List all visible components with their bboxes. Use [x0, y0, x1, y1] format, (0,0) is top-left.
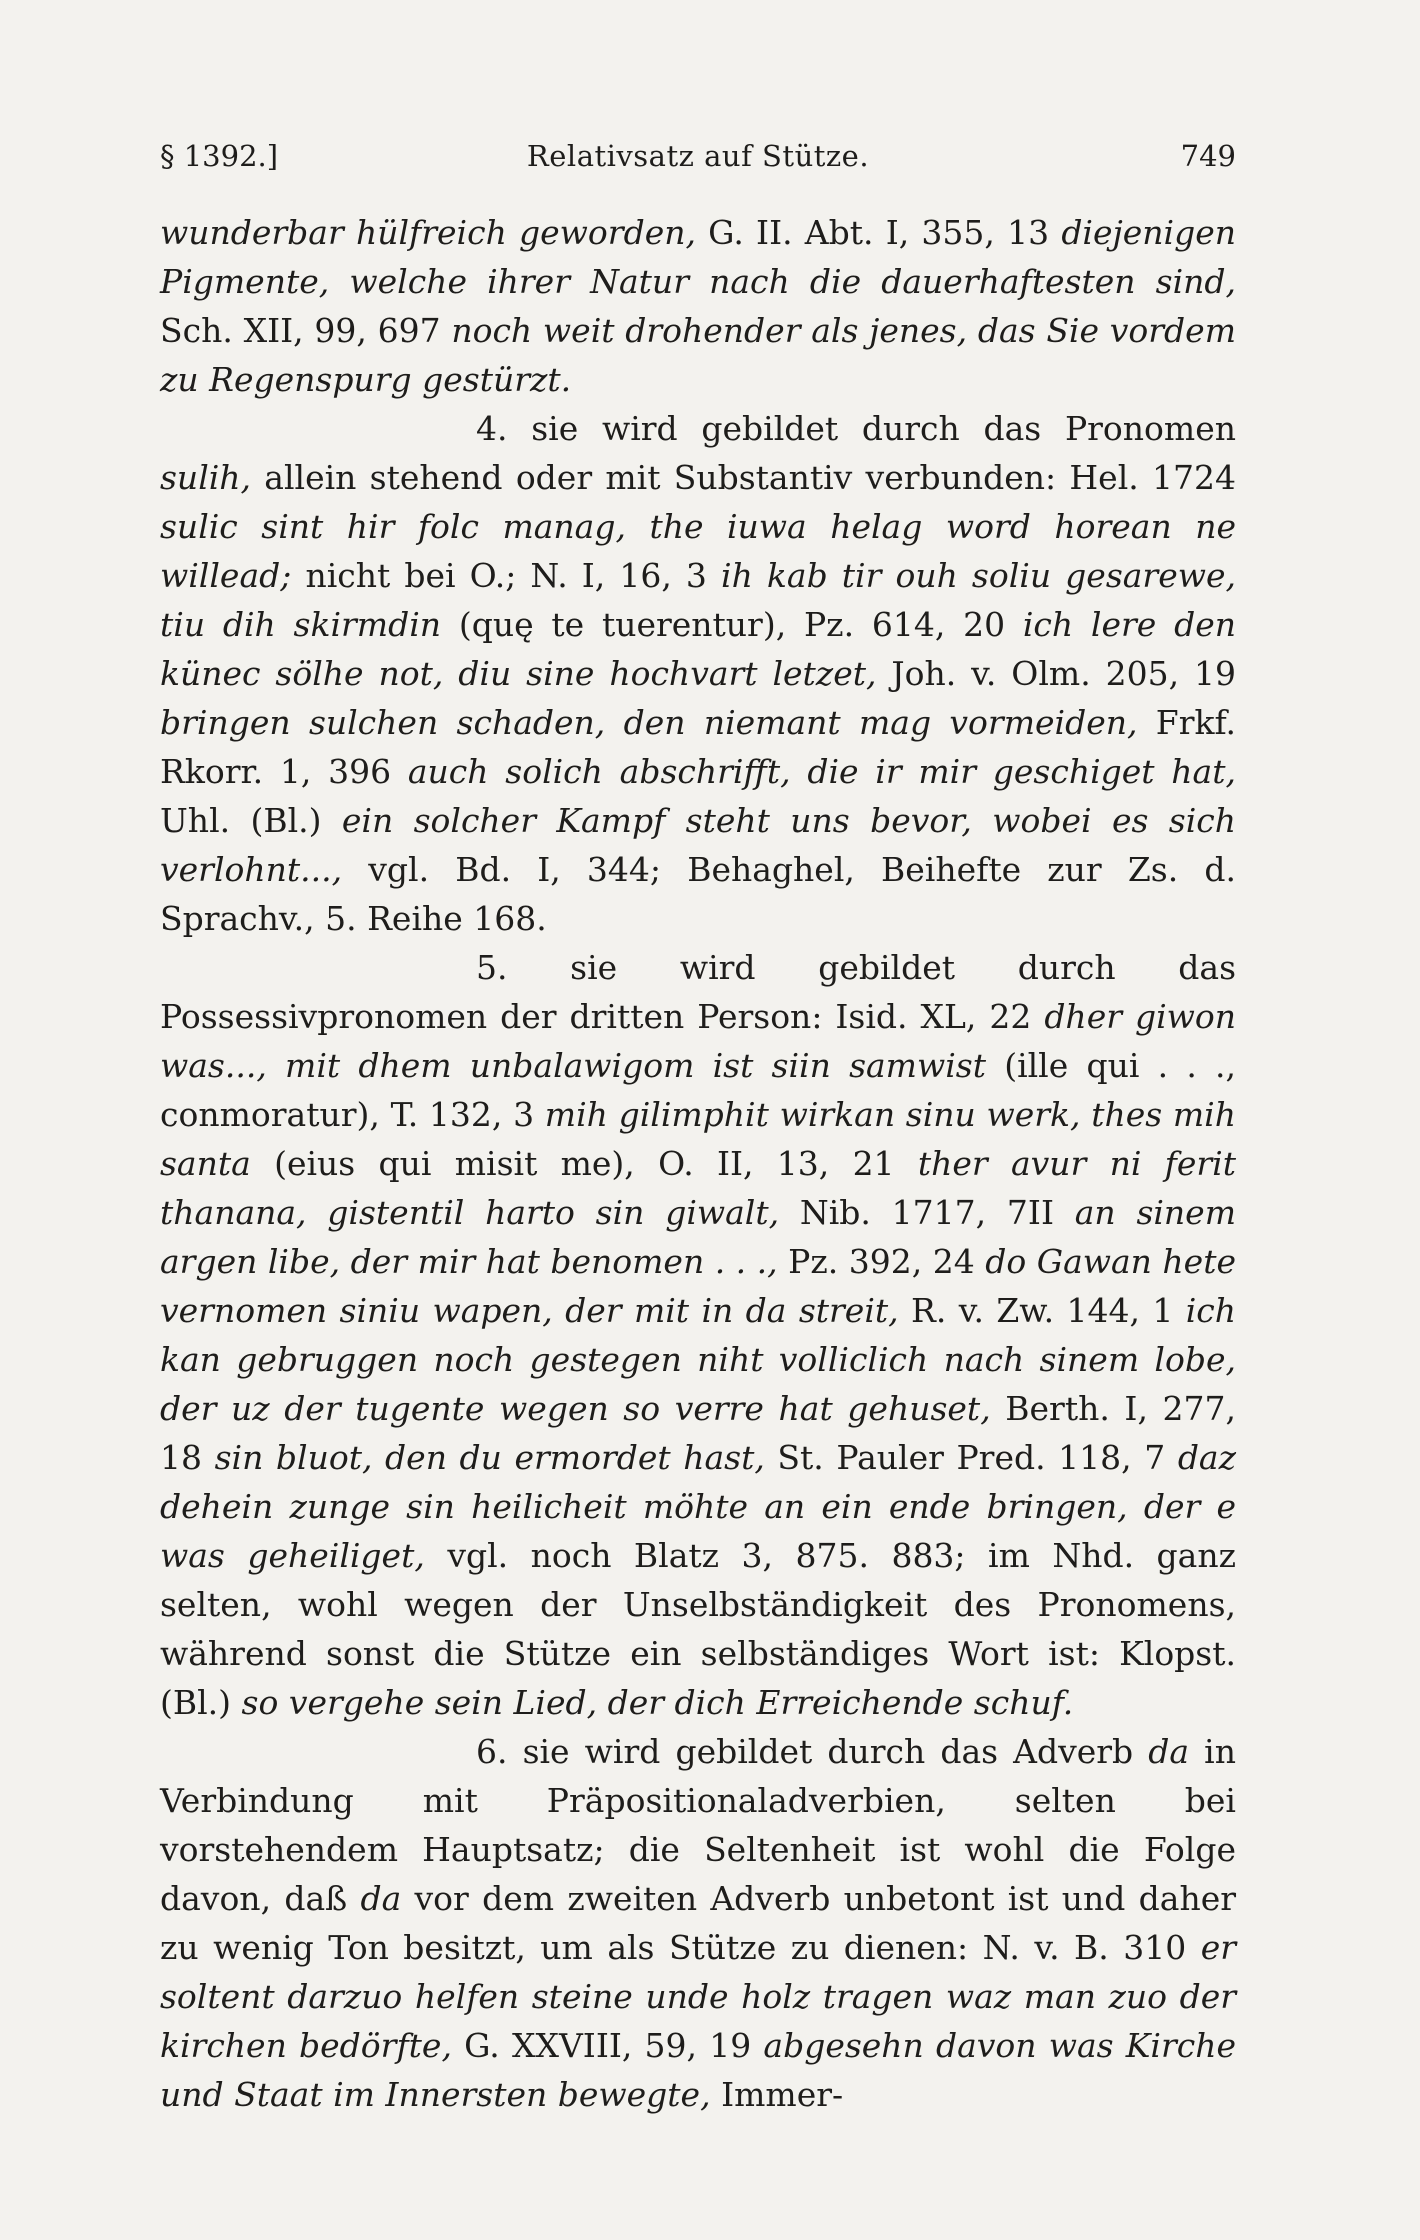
- quotation-text: auch solich abschrifft, die ir mir geschiget hat,: [407, 752, 1236, 791]
- body-text-span: vor dem zweiten Adverb unbetont ist und daher zu wenig Ton besitzt, um als Stütze zu dienen: N. v. B. 310: [160, 1879, 1237, 1967]
- body-text-span: 4. sie wird gebildet durch das Pronomen: [476, 409, 1236, 448]
- quotation-text: abgesehn davon was Kirche und Staat im Innersten bewegte,: [160, 2026, 1237, 2114]
- quotation-text: so vergehe sein Lied, der dich Erreichende schuf.: [241, 1683, 1074, 1722]
- body-text-span: (quę te tuerentur), Pz. 614, 20: [441, 605, 1023, 644]
- body-text-span: 5. sie wird gebildet durch das Possessivpronomen der dritten Person: Isid. XL, 22: [160, 948, 1236, 1036]
- quotation-text: bringen sulchen schaden, den niemant mag vormeiden,: [160, 703, 1138, 742]
- body-text-span: nicht bei O.; N. I, 16, 3: [291, 556, 722, 595]
- body-text-span: Immer-: [710, 2075, 844, 2114]
- quotation-text: dher giwon was..., mit dhem unbalawigom ist siin samwist: [160, 997, 1237, 1085]
- running-header: [160, 132, 1236, 180]
- quotation-text: sin bluot, den du ermordet hast,: [214, 1438, 765, 1477]
- quotation-text: mih gilimphit wirkan sinu werk, thes mih santa: [160, 1095, 1236, 1183]
- quotation-text: da: [360, 1879, 402, 1918]
- body-text-span: Uhl. (Bl.): [160, 801, 342, 840]
- body-text-span: G. XXVIII, 59, 19: [451, 2026, 764, 2065]
- paragraph: [160, 208, 1236, 404]
- body-text: [160, 208, 1236, 2119]
- quotation-text: daz dehein zunge sin heilicheit möhte an ein ende bringen, der e was geheiliget,: [160, 1438, 1236, 1575]
- body-text-span: (eius qui misit me), O. II, 13, 21: [250, 1144, 918, 1183]
- body-text-span: 6. sie wird gebildet durch das Adverb: [476, 1732, 1149, 1771]
- quotation-text: wunderbar hülfreich geworden,: [160, 213, 696, 252]
- quotation-text: do Gawan hete vernomen siniu wapen, der mit in da streit,: [160, 1242, 1236, 1330]
- quotation-text: ein solcher Kampf steht uns bevor, wobei es sich verlohnt...,: [160, 801, 1236, 889]
- paragraph: [160, 1727, 1236, 2119]
- body-text-span: Pz. 392, 24: [777, 1242, 986, 1281]
- body-text-span: Berth. I, 277, 18: [160, 1389, 1236, 1477]
- body-text-span: Frkf. Rkorr. 1, 396: [160, 703, 1236, 791]
- paragraph: [160, 404, 1236, 943]
- quotation-text: an sinem argen libe, der mir hat benomen . . .,: [160, 1193, 1237, 1281]
- quotation-text: sulih,: [160, 458, 252, 497]
- paragraph: [160, 943, 1236, 1727]
- quotation-text: noch weit drohender als jenes, das Sie vordem zu Regenspurg gestürzt.: [160, 311, 1236, 399]
- body-text-span: R. v. Zw. 144, 1: [898, 1291, 1186, 1330]
- quotation-text: ich kan gebruggen noch gestegen niht volliclich nach sinem lobe, der uz der tugente wegen so verre hat gehuset,: [160, 1291, 1237, 1428]
- body-text-span: allein stehend oder mit Substantiv verbunden: Hel. 1724: [251, 458, 1236, 497]
- body-text-span: G. II. Abt. I, 355, 13: [695, 213, 1062, 252]
- quotation-text: da: [1148, 1732, 1190, 1771]
- body-text-span: vgl. Bd. I, 344; Behaghel, Beihefte zur Zs. d. Sprachv., 5. Reihe 168.: [160, 850, 1236, 938]
- body-text-span: Joh. v. Olm. 205, 19: [876, 654, 1237, 693]
- quotation-text: ich lere den künec sölhe not, diu sine hochvart letzet,: [160, 605, 1236, 693]
- body-text-span: (ille qui . . ., conmoratur), T. 132, 3: [160, 1046, 1237, 1134]
- quotation-text: diejenigen Pigmente, welche ihrer Natur nach die dauerhaftesten sind,: [160, 213, 1236, 301]
- body-text-span: Sch. XII, 99, 697: [160, 311, 452, 350]
- body-text-span: St. Pauler Pred. 118, 7: [764, 1438, 1178, 1477]
- section-number: § 1392.]: [160, 139, 279, 173]
- running-title: Relativsatz auf Stütze.: [526, 139, 870, 173]
- body-text-span: vgl. noch Blatz 3, 875. 883; im Nhd. ganz selten, wohl wegen der Unselbständigkeit des Pronomens, während sonst die Stütze ein selbständiges Wort ist: Klopst. (Bl.): [160, 1536, 1236, 1722]
- page-number: 749: [1180, 139, 1236, 173]
- quotation-text: ther avur ni ferit thanana, gistentil harto sin giwalt,: [160, 1144, 1236, 1232]
- quotation-text: ih kab tir ouh soliu gesarewe, tiu dih skirmdin: [160, 556, 1236, 644]
- body-text-span: in Verbindung mit Präpositionaladverbien, selten bei vorstehendem Hauptsatz; die Seltenheit ist wohl die Folge davon, daß: [160, 1732, 1236, 1918]
- quotation-text: sulic sint hir folc manag, the iuwa helag word horean ne willead;: [160, 507, 1236, 595]
- quotation-text: er soltent darzuo helfen steine unde holz tragen waz man zuo der kirchen bedörfte,: [160, 1928, 1236, 2065]
- body-text-span: Nib. 1717, 7II: [779, 1193, 1075, 1232]
